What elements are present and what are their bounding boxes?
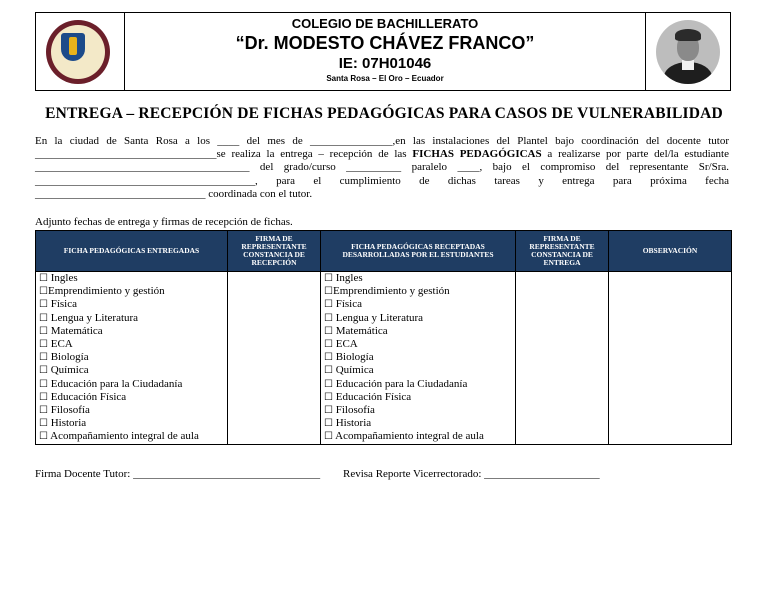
- checkbox-icon[interactable]: ☐: [324, 325, 333, 337]
- subject-checkbox-item[interactable]: [324, 351, 515, 364]
- portrait-cell: [645, 13, 730, 90]
- checkbox-icon[interactable]: ☐: [324, 312, 333, 324]
- checkbox-icon[interactable]: ☐: [324, 378, 333, 390]
- subject-label: Educación para la Ciudadanía: [50, 377, 183, 390]
- tutor-signature-line: Firma Docente Tutor: __________________________________: [35, 468, 321, 480]
- header-location: Santa Rosa – El Oro – Ecuador: [326, 74, 444, 83]
- subject-checkbox-item[interactable]: [324, 364, 515, 377]
- subject-checkbox-item[interactable]: [324, 285, 515, 298]
- school-logo-cell: [36, 13, 125, 90]
- signature-reception-cell[interactable]: [228, 272, 321, 445]
- subject-checkbox-item[interactable]: [39, 417, 227, 430]
- paragraph-line: _________________________________se realiza la entrega – recepción de las FICHAS PEDAGÓGICAS a realizarse por parte del/la estudiante: [35, 148, 729, 161]
- subject-checkbox-item[interactable]: [39, 364, 227, 377]
- subject-label: Biología: [50, 351, 89, 364]
- checkbox-icon[interactable]: ☐: [39, 312, 48, 324]
- subject-label: Matemática: [50, 324, 103, 337]
- document-title: ENTREGA – RECEPCIÓN DE FICHAS PEDAGÓGICAS PARA CASOS DE VULNERABILIDAD: [45, 105, 723, 122]
- header-school-name: “Dr. MODESTO CHÁVEZ FRANCO”: [235, 33, 535, 53]
- subject-label: Educación Física: [50, 390, 127, 403]
- paragraph-line: ________________________________________, para el cumplimiento de dichas tareas y entrega para próxima fecha: [35, 174, 729, 187]
- subject-checkbox-item[interactable]: [324, 312, 515, 325]
- checkbox-icon[interactable]: ☐: [324, 405, 333, 417]
- paragraph-line: _______________________________ coordinada con el tutor.: [35, 187, 313, 200]
- checkbox-icon[interactable]: ☐: [324, 352, 333, 364]
- fichas-table: [35, 230, 732, 445]
- checkbox-icon[interactable]: ☐: [39, 299, 48, 311]
- subjects-delivered-cell: [36, 272, 228, 445]
- subject-checkbox-item[interactable]: [39, 430, 227, 443]
- checkbox-icon[interactable]: ☐: [39, 339, 48, 351]
- paragraph-line: _______________________________________ del grado/curso __________ paralelo ____, bajo el compromiso del representante Sr/Sra.: [35, 161, 729, 174]
- header-ie-code: IE: 07H01046: [338, 55, 432, 72]
- checkbox-icon[interactable]: ☐: [39, 378, 48, 390]
- subject-checkbox-item[interactable]: [324, 417, 515, 430]
- subject-checkbox-item[interactable]: [324, 272, 515, 285]
- checkbox-icon[interactable]: ☐: [39, 418, 48, 430]
- subject-checkbox-item[interactable]: [39, 312, 227, 325]
- subject-label: Física: [335, 298, 362, 311]
- subject-checkbox-item[interactable]: [324, 404, 515, 417]
- subject-label: Física: [50, 298, 77, 311]
- col-header-firma-recepcion: FIRMA DE REPRESENTANTE CONSTANCIA DE RECEPCIÓN: [228, 231, 321, 272]
- subject-label: Matemática: [335, 324, 388, 337]
- header-line1: COLEGIO DE BACHILLERATO: [291, 16, 479, 31]
- checkbox-icon[interactable]: ☐: [39, 352, 48, 364]
- subject-label: Química: [335, 364, 374, 377]
- subject-label: Educación para la Ciudadanía: [335, 377, 468, 390]
- checkbox-icon[interactable]: ☐: [39, 286, 48, 298]
- checkbox-icon[interactable]: ☐: [39, 391, 48, 403]
- checkbox-icon[interactable]: ☐: [324, 339, 333, 351]
- observation-cell[interactable]: [609, 272, 732, 445]
- checkbox-icon[interactable]: ☐: [324, 273, 333, 284]
- subject-label: Acompañamiento integral de aula: [50, 430, 199, 443]
- subject-checkbox-item[interactable]: [39, 298, 227, 311]
- subject-label: Historia: [50, 417, 87, 430]
- col-header-entregadas: FICHA PEDAGÓGICAS ENTREGADAS: [36, 231, 228, 272]
- checkbox-icon[interactable]: ☐: [39, 365, 48, 377]
- subject-checkbox-item[interactable]: [39, 272, 227, 285]
- checkbox-icon[interactable]: ☐: [324, 299, 333, 311]
- portrait-photo: [656, 20, 720, 84]
- subject-label: Educación Física: [335, 390, 412, 403]
- subject-label: Lengua y Literatura: [50, 311, 139, 324]
- subject-checkbox-item[interactable]: [39, 338, 227, 351]
- subject-label: ECA: [50, 338, 73, 351]
- header-text: [124, 13, 646, 90]
- subject-label: Historia: [335, 417, 372, 430]
- checkbox-icon[interactable]: ☐: [324, 286, 333, 298]
- attachment-note: Adjunto fechas de entrega y firmas de recepción de fichas.: [35, 216, 293, 228]
- checkbox-icon[interactable]: ☐: [39, 325, 48, 337]
- checkbox-icon[interactable]: ☐: [324, 391, 333, 403]
- checkbox-icon[interactable]: ☐: [39, 273, 48, 284]
- subject-label: Biología: [335, 351, 374, 364]
- subject-checkbox-item[interactable]: [39, 351, 227, 364]
- subject-checkbox-item[interactable]: [39, 378, 227, 391]
- paragraph-line: En la ciudad de Santa Rosa a los ____ del mes de _______________,en las instalaciones del Plantel bajo coordinación del docente tutor: [35, 135, 729, 147]
- subject-label: Lengua y Literatura: [335, 311, 424, 324]
- subject-checkbox-item[interactable]: [324, 298, 515, 311]
- subject-label: Filosofía: [50, 404, 90, 417]
- vicerrectorado-signature-line: Revisa Reporte Vicerrectorado: _____________________: [343, 468, 600, 480]
- subject-checkbox-item[interactable]: [39, 285, 227, 298]
- subjects-received-cell: [321, 272, 516, 445]
- subject-checkbox-item[interactable]: [324, 430, 515, 443]
- checkbox-icon[interactable]: ☐: [324, 431, 333, 443]
- subject-checkbox-item[interactable]: [324, 338, 515, 351]
- subject-label: Emprendimiento y gestión: [47, 285, 165, 298]
- col-header-receptadas: FICHA PEDAGÓGICAS RECEPTADAS DESARROLLADAS POR EL ESTUDIANTES: [321, 231, 516, 272]
- school-seal-icon: [46, 20, 110, 84]
- subject-label: Emprendimiento y gestión: [332, 285, 450, 298]
- signature-delivery-cell[interactable]: [516, 272, 609, 445]
- checkbox-icon[interactable]: ☐: [324, 365, 333, 377]
- subject-checkbox-item[interactable]: [39, 404, 227, 417]
- subject-checkbox-item[interactable]: [39, 391, 227, 404]
- subject-label: Acompañamiento integral de aula: [335, 430, 484, 443]
- intro-paragraph: [35, 135, 729, 201]
- subject-label: Ingles: [335, 272, 363, 284]
- checkbox-icon[interactable]: ☐: [39, 405, 48, 417]
- subject-label: Ingles: [50, 272, 78, 284]
- header-box: [35, 12, 731, 91]
- col-header-firma-entrega: FIRMA DE REPRESENTANTE CONSTANCIA DE ENTREGA: [516, 231, 609, 272]
- subject-checkbox-item[interactable]: [324, 325, 515, 338]
- checkbox-icon[interactable]: ☐: [39, 431, 48, 443]
- subject-checkbox-item[interactable]: [39, 325, 227, 338]
- checkbox-icon[interactable]: ☐: [324, 418, 333, 430]
- subject-checkbox-item[interactable]: [324, 378, 515, 391]
- col-header-observacion: OBSERVACIÓN: [609, 231, 732, 272]
- subject-label: Química: [50, 364, 89, 377]
- subject-label: Filosofía: [335, 404, 375, 417]
- subject-label: ECA: [335, 338, 358, 351]
- subject-checkbox-item[interactable]: [324, 391, 515, 404]
